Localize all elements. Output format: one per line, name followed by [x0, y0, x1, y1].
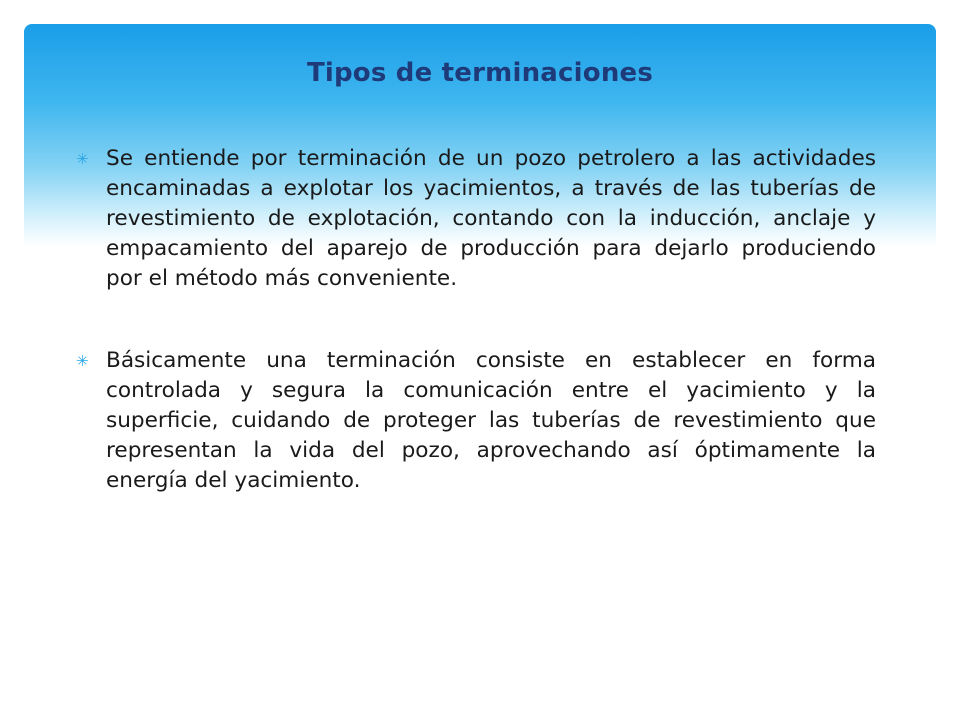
bullet-item-1 [76, 144, 876, 294]
bullet-text: Básicamente una terminación consiste en establecer en forma controlada y segura la comunicación entre el yacimiento y la superficie, cuidando de proteger las tuberías de revestimiento que representan la vida del pozo, aprovechando así óptimamente la energía del yacimiento. [106, 348, 876, 493]
bullet-item-2 [76, 346, 876, 496]
asterisk-bullet-icon: ✳ [76, 352, 89, 370]
slide-body [76, 144, 876, 548]
slide-title: Tipos de terminaciones [306, 58, 654, 88]
asterisk-bullet-icon: ✳ [76, 150, 89, 168]
bullet-text: Se entiende por terminación de un pozo petrolero a las actividades encaminadas a explotar los yacimientos, a través de las tuberías de revestimiento de explotación, contando con la inducción, anclaje y empacamiento del aparejo de producción para dejarlo produciendo por el método más conveniente. [106, 146, 876, 291]
